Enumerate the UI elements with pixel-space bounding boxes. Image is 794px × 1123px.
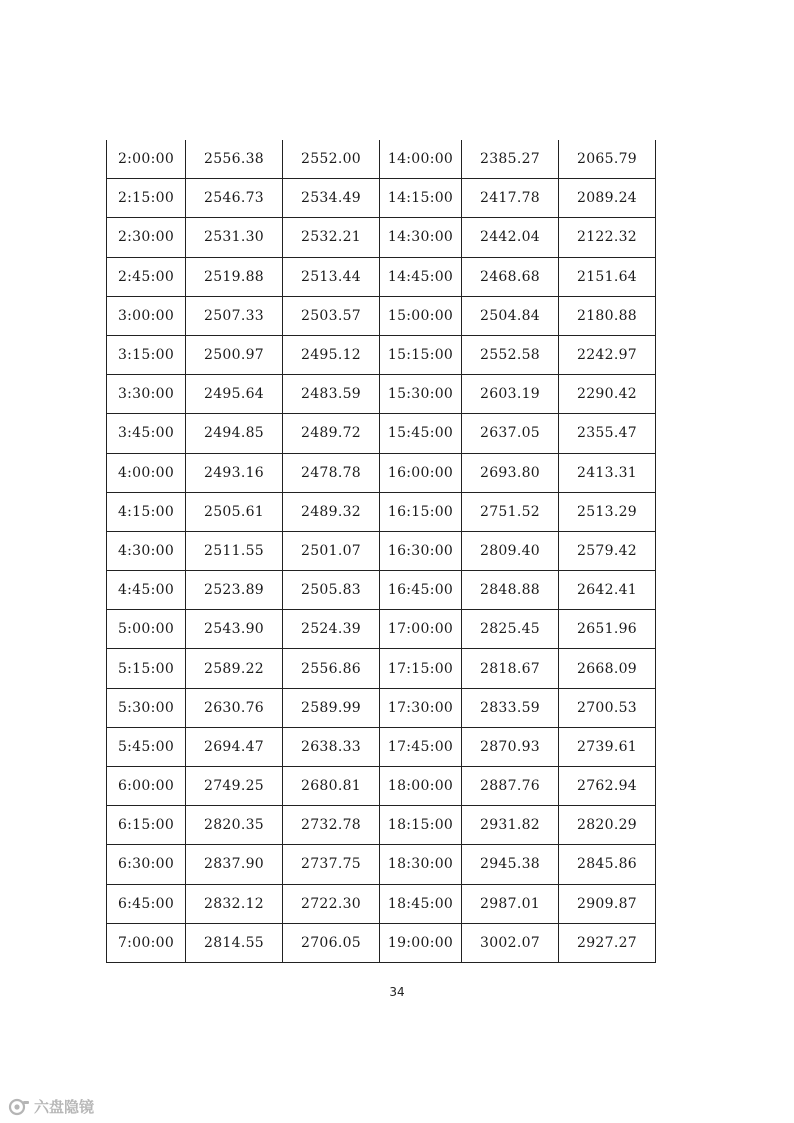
time-cell: 16:45:00: [380, 571, 462, 610]
table-row: [107, 257, 656, 296]
time-cell: 17:45:00: [380, 727, 462, 766]
time-cell: 4:15:00: [107, 492, 186, 531]
time-cell: 18:30:00: [380, 845, 462, 884]
value-cell: 2505.61: [186, 492, 283, 531]
time-cell: 18:00:00: [380, 767, 462, 806]
value-cell: 2589.22: [186, 649, 283, 688]
time-cell: 15:15:00: [380, 335, 462, 374]
time-cell: 16:15:00: [380, 492, 462, 531]
value-cell: 2503.57: [283, 296, 380, 335]
watermark-brand-text: 六盘隐镜: [34, 1098, 95, 1116]
time-cell: 14:15:00: [380, 179, 462, 218]
table-row: [107, 335, 656, 374]
value-cell: 2809.40: [462, 531, 559, 570]
value-cell: 2642.41: [559, 571, 656, 610]
value-cell: 2820.29: [559, 806, 656, 845]
value-cell: 2519.88: [186, 257, 283, 296]
time-cell: 3:45:00: [107, 414, 186, 453]
value-cell: 2242.97: [559, 335, 656, 374]
table-row: [107, 414, 656, 453]
table-row: [107, 688, 656, 727]
time-cell: 6:45:00: [107, 884, 186, 923]
table-row: [107, 296, 656, 335]
value-cell: 2413.31: [559, 453, 656, 492]
table-row: [107, 767, 656, 806]
time-cell: 16:00:00: [380, 453, 462, 492]
time-cell: 16:30:00: [380, 531, 462, 570]
time-cell: 15:00:00: [380, 296, 462, 335]
value-cell: 2504.84: [462, 296, 559, 335]
value-cell: 2825.45: [462, 610, 559, 649]
table-row: [107, 923, 656, 962]
value-cell: 2513.44: [283, 257, 380, 296]
value-cell: 2507.33: [186, 296, 283, 335]
value-cell: 2739.61: [559, 727, 656, 766]
value-cell: 2534.49: [283, 179, 380, 218]
value-cell: 2543.90: [186, 610, 283, 649]
value-cell: 2722.30: [283, 884, 380, 923]
value-cell: 2180.88: [559, 296, 656, 335]
time-cell: 5:15:00: [107, 649, 186, 688]
value-cell: 2546.73: [186, 179, 283, 218]
value-cell: 2732.78: [283, 806, 380, 845]
time-cell: 5:00:00: [107, 610, 186, 649]
value-cell: 2495.12: [283, 335, 380, 374]
time-cell: 15:30:00: [380, 375, 462, 414]
value-cell: 2483.59: [283, 375, 380, 414]
value-cell: 2442.04: [462, 218, 559, 257]
table-row: [107, 649, 656, 688]
time-cell: 6:30:00: [107, 845, 186, 884]
value-cell: 2151.64: [559, 257, 656, 296]
value-cell: 2749.25: [186, 767, 283, 806]
value-cell: 2870.93: [462, 727, 559, 766]
time-cell: 6:15:00: [107, 806, 186, 845]
value-cell: 3002.07: [462, 923, 559, 962]
value-cell: 2693.80: [462, 453, 559, 492]
value-cell: 2651.96: [559, 610, 656, 649]
value-cell: 2638.33: [283, 727, 380, 766]
time-cell: 14:00:00: [380, 140, 462, 179]
value-cell: 2832.12: [186, 884, 283, 923]
value-cell: 2668.09: [559, 649, 656, 688]
value-cell: 2680.81: [283, 767, 380, 806]
value-cell: 2556.86: [283, 649, 380, 688]
time-cell: 4:30:00: [107, 531, 186, 570]
time-cell: 3:00:00: [107, 296, 186, 335]
table-row: [107, 179, 656, 218]
watermark-logo: [8, 1096, 94, 1117]
value-cell: 2909.87: [559, 884, 656, 923]
value-cell: 2579.42: [559, 531, 656, 570]
value-cell: 2500.97: [186, 335, 283, 374]
time-cell: 17:15:00: [380, 649, 462, 688]
time-cell: 15:45:00: [380, 414, 462, 453]
value-cell: 2637.05: [462, 414, 559, 453]
page-number: 34: [389, 985, 405, 999]
table-row: [107, 610, 656, 649]
value-cell: 2495.64: [186, 375, 283, 414]
time-cell: 2:15:00: [107, 179, 186, 218]
time-cell: 3:15:00: [107, 335, 186, 374]
table-body: [107, 140, 656, 962]
time-cell: 18:15:00: [380, 806, 462, 845]
value-cell: 2820.35: [186, 806, 283, 845]
value-cell: 2511.55: [186, 531, 283, 570]
time-cell: 4:00:00: [107, 453, 186, 492]
time-cell: 5:45:00: [107, 727, 186, 766]
value-cell: 2694.47: [186, 727, 283, 766]
table-row: [107, 140, 656, 179]
value-cell: 2762.94: [559, 767, 656, 806]
time-cell: 3:30:00: [107, 375, 186, 414]
table-row: [107, 806, 656, 845]
table-row: [107, 884, 656, 923]
time-cell: 14:30:00: [380, 218, 462, 257]
table-row: [107, 531, 656, 570]
value-cell: 2494.85: [186, 414, 283, 453]
value-cell: 2737.75: [283, 845, 380, 884]
value-cell: 2814.55: [186, 923, 283, 962]
value-cell: 2489.32: [283, 492, 380, 531]
value-cell: 2706.05: [283, 923, 380, 962]
table-row: [107, 492, 656, 531]
value-cell: 2556.38: [186, 140, 283, 179]
value-cell: 2552.58: [462, 335, 559, 374]
value-cell: 2468.68: [462, 257, 559, 296]
time-cell: 18:45:00: [380, 884, 462, 923]
value-cell: 2818.67: [462, 649, 559, 688]
value-cell: 2927.27: [559, 923, 656, 962]
value-cell: 2501.07: [283, 531, 380, 570]
value-cell: 2589.99: [283, 688, 380, 727]
time-cell: 17:30:00: [380, 688, 462, 727]
value-cell: 2837.90: [186, 845, 283, 884]
value-cell: 2089.24: [559, 179, 656, 218]
value-cell: 2355.47: [559, 414, 656, 453]
time-cell: 17:00:00: [380, 610, 462, 649]
value-cell: 2833.59: [462, 688, 559, 727]
time-cell: 14:45:00: [380, 257, 462, 296]
value-cell: 2290.42: [559, 375, 656, 414]
value-cell: 2505.83: [283, 571, 380, 610]
camera-lens-icon: [8, 1098, 30, 1116]
value-cell: 2478.78: [283, 453, 380, 492]
value-cell: 2630.76: [186, 688, 283, 727]
time-cell: 6:00:00: [107, 767, 186, 806]
value-cell: 2603.19: [462, 375, 559, 414]
time-cell: 2:30:00: [107, 218, 186, 257]
time-cell: 4:45:00: [107, 571, 186, 610]
value-cell: 2931.82: [462, 806, 559, 845]
value-cell: 2523.89: [186, 571, 283, 610]
value-cell: 2700.53: [559, 688, 656, 727]
value-cell: 2417.78: [462, 179, 559, 218]
time-cell: 5:30:00: [107, 688, 186, 727]
value-cell: 2552.00: [283, 140, 380, 179]
table-row: [107, 375, 656, 414]
time-cell: 2:00:00: [107, 140, 186, 179]
value-cell: 2887.76: [462, 767, 559, 806]
value-cell: 2513.29: [559, 492, 656, 531]
table-row: [107, 453, 656, 492]
value-cell: 2845.86: [559, 845, 656, 884]
value-cell: 2945.38: [462, 845, 559, 884]
value-cell: 2524.39: [283, 610, 380, 649]
time-cell: 7:00:00: [107, 923, 186, 962]
value-cell: 2493.16: [186, 453, 283, 492]
value-cell: 2489.72: [283, 414, 380, 453]
value-cell: 2532.21: [283, 218, 380, 257]
value-cell: 2531.30: [186, 218, 283, 257]
load-data-table: [106, 140, 656, 963]
value-cell: 2987.01: [462, 884, 559, 923]
value-cell: 2122.32: [559, 218, 656, 257]
table-row: [107, 218, 656, 257]
value-cell: 2065.79: [559, 140, 656, 179]
table-row: [107, 845, 656, 884]
time-cell: 19:00:00: [380, 923, 462, 962]
value-cell: 2848.88: [462, 571, 559, 610]
value-cell: 2751.52: [462, 492, 559, 531]
table-row: [107, 727, 656, 766]
time-cell: 2:45:00: [107, 257, 186, 296]
value-cell: 2385.27: [462, 140, 559, 179]
table-row: [107, 571, 656, 610]
